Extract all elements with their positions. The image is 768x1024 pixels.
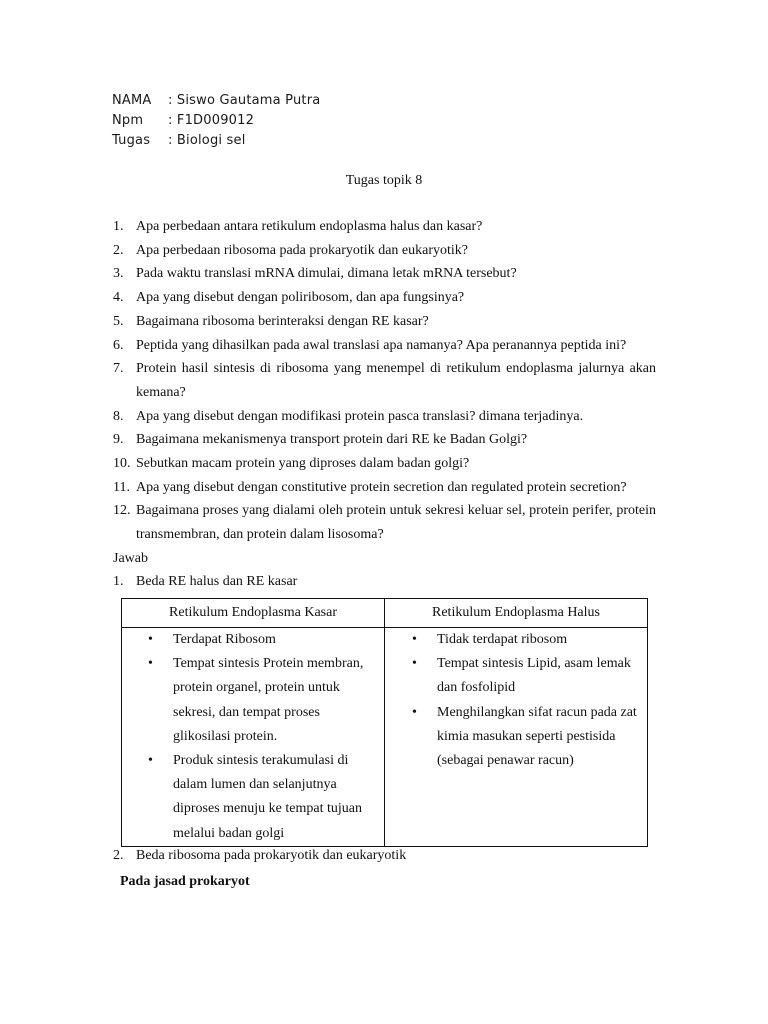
- answer-text: Beda RE halus dan RE kasar: [136, 574, 298, 589]
- question-number: 9.: [113, 432, 124, 448]
- answer-text: Beda ribosoma pada prokaryotik dan eukaryotik: [136, 848, 407, 863]
- question-text: Bagaimana proses yang dialami oleh protein untuk sekresi keluar sel, protein perifer, protein transmembran, dan protein dalam lisosoma?: [136, 503, 656, 543]
- list-item: • Menghilangkan sifat racun pada zat kimia masukan seperti pestisida (sebagai penawar racun): [385, 701, 647, 774]
- question-text: Sebutkan macam protein yang diproses dalam badan golgi?: [136, 456, 470, 472]
- question-number: 1.: [113, 219, 124, 234]
- list-item: • Terdapat Ribosom: [122, 628, 384, 652]
- list-item: • Tempat sintesis Lipid, asam lemak dan fosfolipid: [385, 652, 647, 700]
- bullet-list: [385, 628, 647, 773]
- question-text: Apa yang disebut dengan poliribosom, dan apa fungsinya?: [136, 290, 465, 306]
- name-row: [112, 91, 320, 111]
- question-number: 3.: [113, 266, 124, 282]
- answer-item: [113, 572, 297, 592]
- question-number: 10.: [113, 456, 131, 472]
- question-number: 7.: [113, 361, 124, 377]
- table-cell-smooth-er: [385, 628, 648, 847]
- answer-number: 1.: [113, 574, 124, 589]
- assignment-label: Tugas: [112, 133, 151, 148]
- question-text: Apa perbedaan antara retikulum endoplasma halus dan kasar?: [136, 219, 483, 234]
- question-text: Apa perbedaan ribosoma pada prokaryotik dan eukaryotik?: [136, 242, 468, 258]
- question-item: [113, 428, 656, 452]
- question-number: 4.: [113, 290, 124, 306]
- question-text: Bagaimana ribosoma berinteraksi dengan RE kasar?: [136, 313, 429, 329]
- question-number: 2.: [113, 242, 124, 258]
- answer-heading: Jawab: [113, 551, 148, 566]
- student-info: [112, 91, 320, 151]
- question-text: Peptida yang dihasilkan pada awal translasi apa namanya? Apa peranannya peptida ini?: [136, 337, 627, 353]
- table-row: [122, 628, 648, 847]
- question-text: Apa yang disebut dengan modifikasi protein pasca translasi? dimana terjadinya.: [136, 408, 584, 424]
- assignment-value: : Biologi sel: [168, 133, 246, 148]
- question-list: [113, 215, 656, 547]
- question-text: Protein hasil sintesis di ribosoma yang menempel di retikulum endoplasma jalurnya akan kemana?: [136, 361, 656, 400]
- question-item: [113, 357, 656, 404]
- assignment-row: [112, 131, 320, 151]
- question-item: [113, 499, 656, 546]
- list-item: • Tempat sintesis Protein membran, protein organel, protein untuk sekresi, dan tempat proses glikosilasi protein.: [122, 652, 384, 749]
- answer-number: 2.: [113, 848, 124, 863]
- section-subheading: Pada jasad prokaryot: [120, 874, 250, 889]
- question-number: 6.: [113, 337, 124, 353]
- table-header-rough-er: Retikulum Endoplasma Kasar: [122, 599, 385, 628]
- question-item: [113, 215, 656, 239]
- question-item: [113, 405, 656, 429]
- bullet-list: [122, 628, 384, 846]
- list-item: • Tidak terdapat ribosom: [385, 628, 647, 652]
- name-label: NAMA: [112, 93, 152, 108]
- document-title: Tugas topik 8: [345, 173, 423, 188]
- question-item: [113, 476, 656, 500]
- table-cell-rough-er: [122, 628, 385, 847]
- question-item: [113, 452, 656, 476]
- table-header-smooth-er: Retikulum Endoplasma Halus: [385, 599, 648, 628]
- question-text: Pada waktu translasi mRNA dimulai, dimana letak mRNA tersebut?: [136, 266, 517, 282]
- question-text: Apa yang disebut dengan constitutive protein secretion dan regulated protein secretion?: [136, 479, 627, 495]
- question-number: 12.: [113, 503, 131, 519]
- npm-row: [112, 111, 320, 131]
- table-header-row: [122, 599, 648, 628]
- list-item: • Produk sintesis terakumulasi di dalam lumen dan selanjutnya diproses menuju ke tempat tujuan melalui badan golgi: [122, 749, 384, 846]
- comparison-table: [121, 598, 648, 847]
- question-number: 5.: [113, 313, 124, 329]
- question-item: [113, 310, 656, 334]
- answer-item: [113, 846, 406, 866]
- npm-value: : F1D009012: [168, 113, 255, 128]
- question-item: [113, 334, 656, 358]
- question-number: 11.: [113, 479, 130, 495]
- question-number: 8.: [113, 408, 124, 424]
- npm-label: Npm: [112, 113, 144, 128]
- question-item: [113, 262, 656, 286]
- name-value: : Siswo Gautama Putra: [168, 93, 321, 108]
- question-text: Bagaimana mekanismenya transport protein dari RE ke Badan Golgi?: [136, 432, 528, 448]
- question-item: [113, 286, 656, 310]
- question-item: [113, 239, 656, 263]
